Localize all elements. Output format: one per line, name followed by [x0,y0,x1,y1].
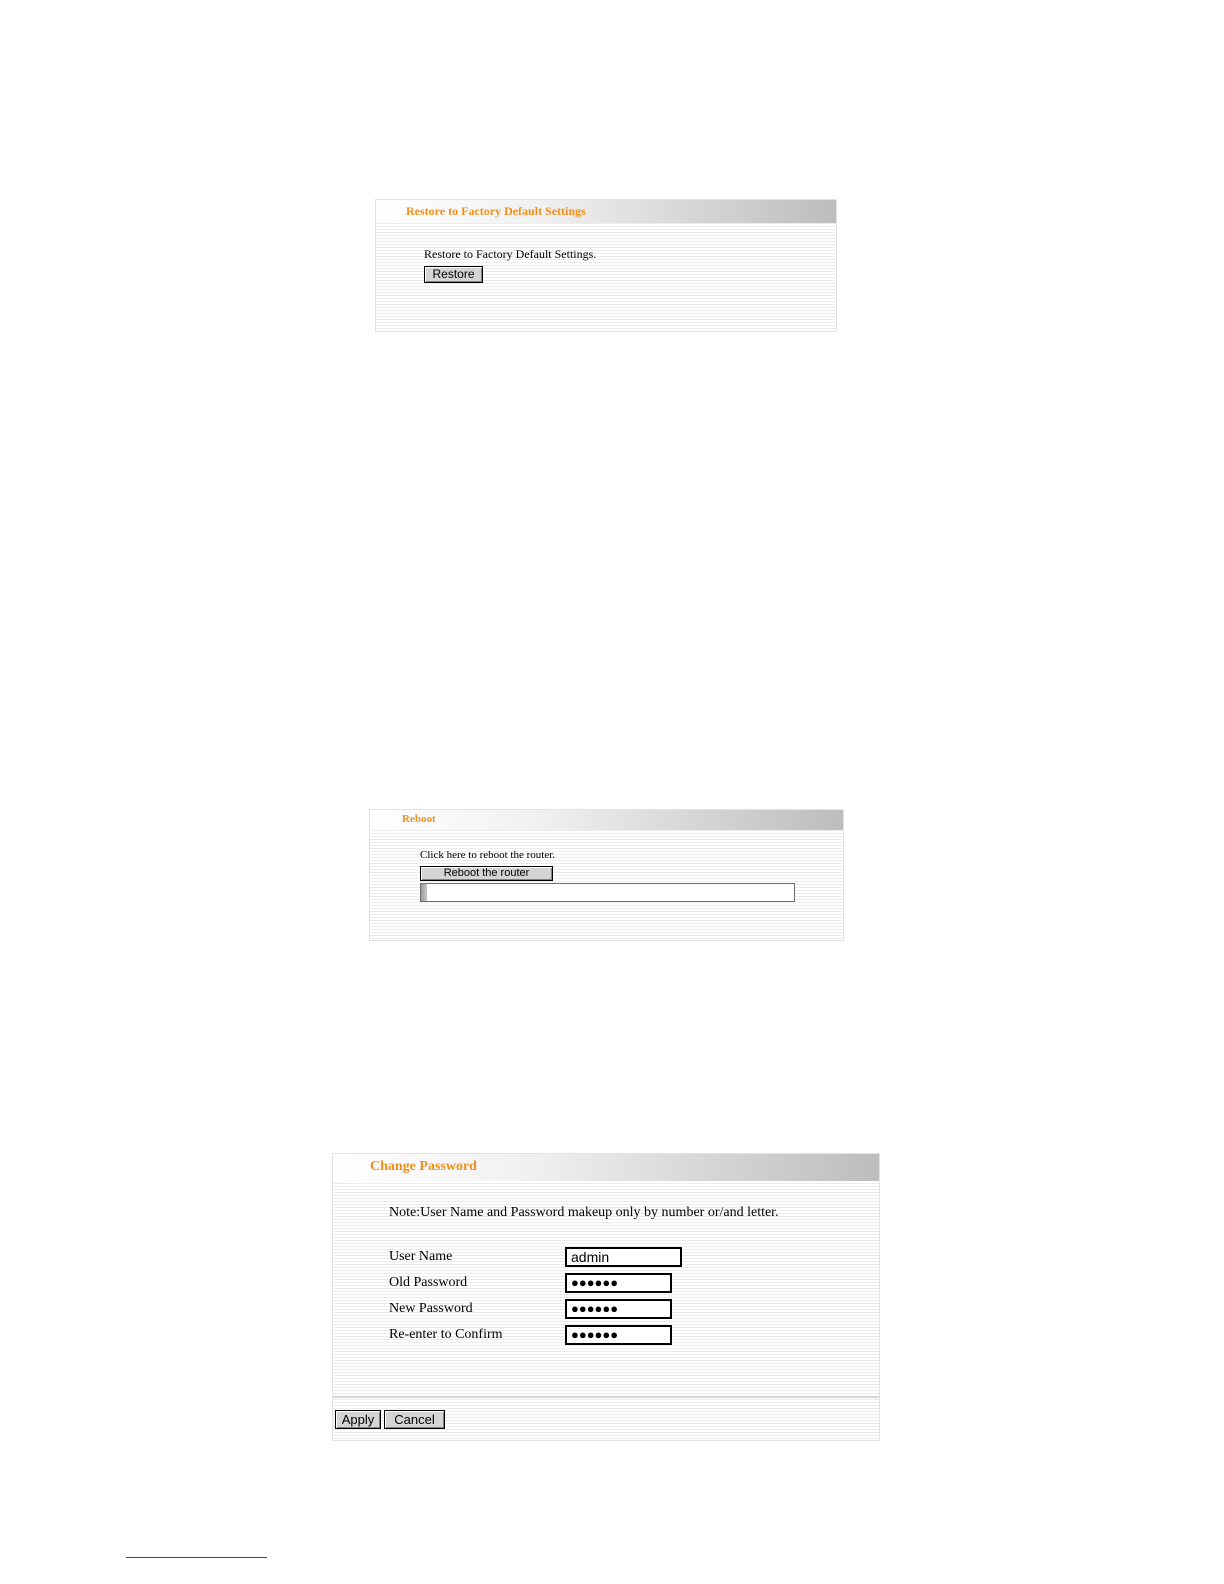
restore-factory-panel [375,199,837,332]
password-note: Note:User Name and Password makeup only by number or/and letter. [389,1205,779,1220]
footer-link-underline[interactable] [126,1557,267,1558]
restore-panel-title: Restore to Factory Default Settings [406,204,586,218]
reboot-router-button[interactable]: Reboot the router [420,866,553,881]
password-panel-title: Change Password [370,1159,477,1174]
user-name-field[interactable]: admin [565,1247,682,1267]
reboot-progress-bar [420,883,795,902]
new-password-label: New Password [389,1301,473,1316]
password-panel-divider [333,1396,879,1398]
restore-panel-header [376,200,836,223]
reboot-panel [369,809,844,941]
new-password-field[interactable]: ●●●●●● [565,1299,672,1319]
confirm-password-field[interactable]: ●●●●●● [565,1325,672,1345]
apply-button[interactable]: Apply [335,1410,381,1429]
old-password-field[interactable]: ●●●●●● [565,1273,672,1293]
reboot-panel-header [370,810,843,830]
user-name-label: User Name [389,1249,453,1264]
restore-button[interactable]: Restore [424,266,483,283]
old-password-label: Old Password [389,1275,468,1290]
reboot-panel-title: Reboot [402,813,436,825]
change-password-panel [332,1153,880,1441]
cancel-button[interactable]: Cancel [384,1410,445,1429]
reboot-progress-fill [421,884,427,901]
password-panel-header [333,1154,879,1181]
reboot-description: Click here to reboot the router. [420,849,556,861]
confirm-password-label: Re-enter to Confirm [389,1327,503,1342]
restore-description: Restore to Factory Default Settings. [424,247,597,261]
